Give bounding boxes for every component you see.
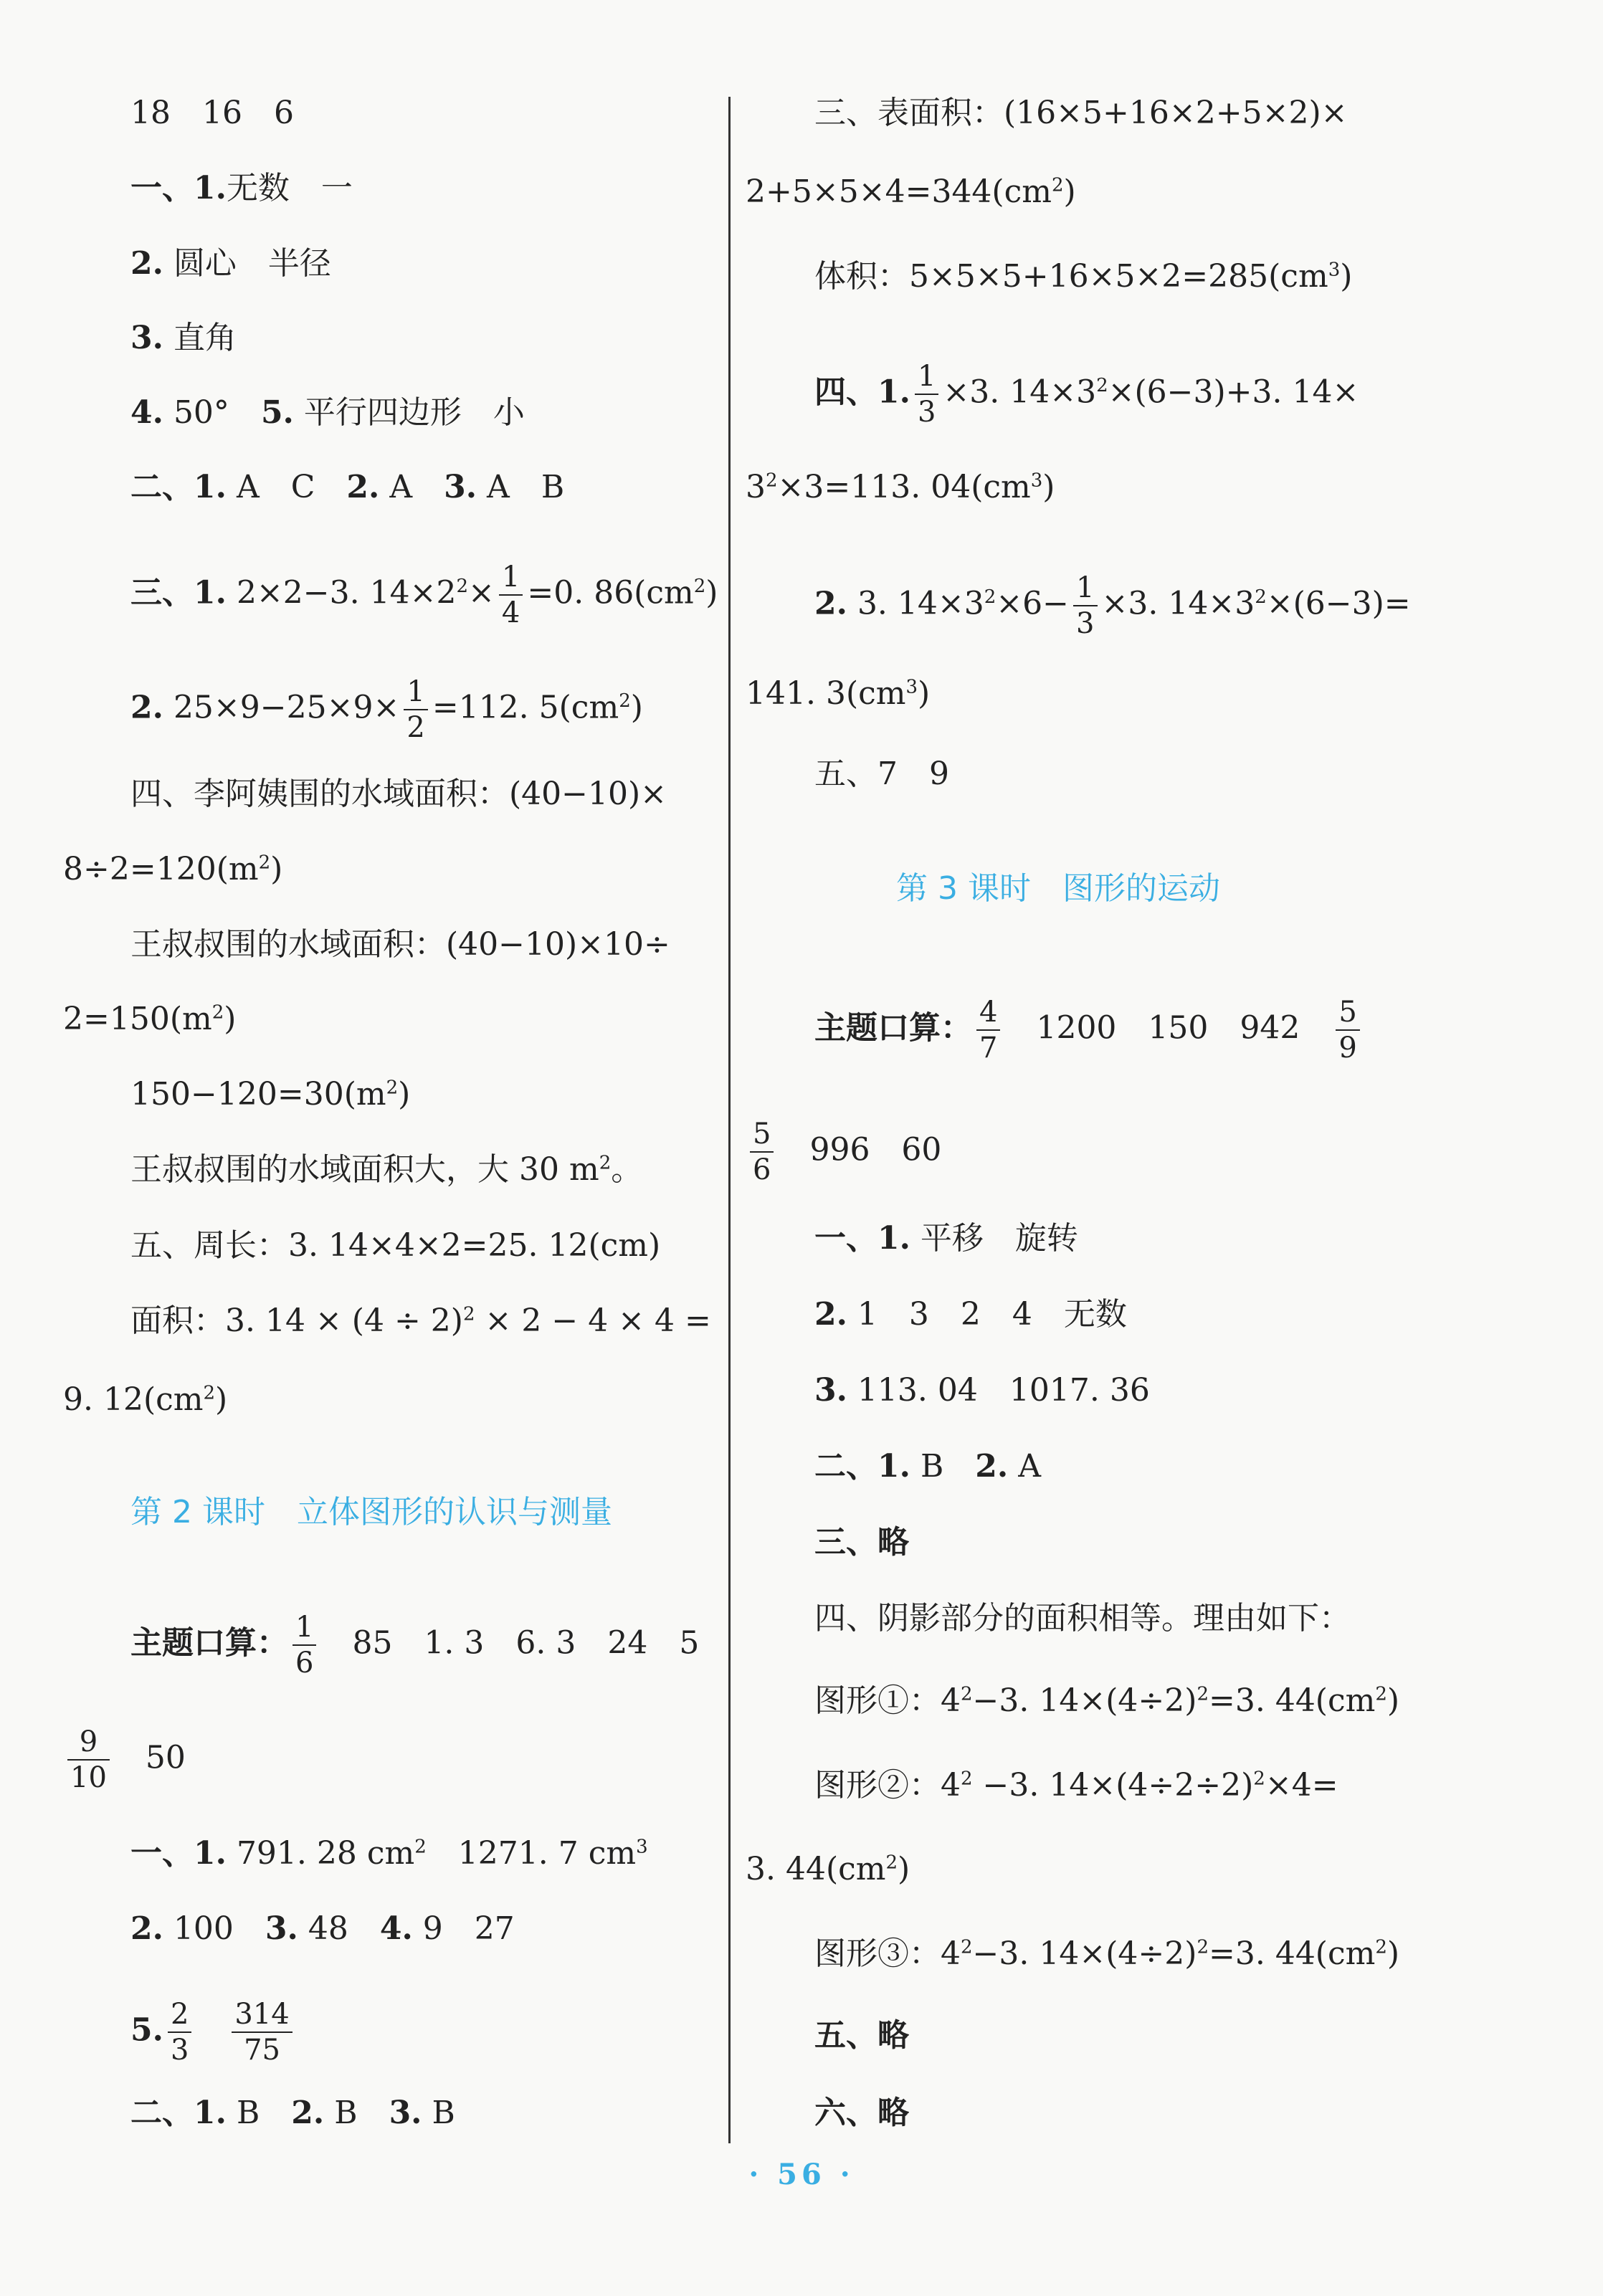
answer-line [814,1447,1041,1487]
item-number: 2. [346,469,380,505]
answer-text: 8÷2=120(m [63,851,259,887]
answer-line [130,1150,642,1190]
answer-text: A C [236,469,315,505]
answer-text: 图形③：4 [814,1935,961,1972]
fraction [976,998,1000,1062]
answer-text: ×3. 14×3 [1101,585,1255,622]
answer-line [814,257,1352,297]
answer-line [63,999,236,1039]
item-number: 2. [814,585,847,622]
answer-line [814,2093,909,2133]
fraction-denominator: 6 [753,1153,771,1186]
answer-text: ) [898,1851,910,1887]
answer-line [814,93,1348,133]
answer-text: ) [1386,1682,1400,1719]
superscript: 2 [693,575,706,597]
answer-text: 791. 28 cm [236,1835,415,1872]
answer-text: 六、略 [814,2095,909,2131]
superscript: 3 [1328,259,1341,281]
section-label: 主题口算： [814,1009,972,1047]
answer-text: 3 [746,469,766,505]
fraction-denominator: 7 [979,1032,998,1064]
answer-text: ×4= [1265,1767,1338,1804]
item-number: 2. [975,1448,1009,1485]
fraction-denominator: 6 [295,1647,314,1680]
answer-line [130,467,564,508]
fraction-numerator: 1 [499,563,523,596]
item-number: 3. [130,320,163,356]
item-number: 3. [444,469,477,505]
answer-text: A B [487,469,565,505]
superscript: 2 [619,690,631,712]
item-number: 3. [265,1910,298,1947]
item-number: 2. [291,2095,325,2131]
answer-text: 996 60 [809,1131,942,1168]
answer-line [814,1681,1399,1721]
answer-line [130,1834,648,1874]
fraction [168,1998,191,2067]
answer-text: 50 [145,1739,186,1776]
answer-text: 2=150(m [63,1001,212,1037]
answer-text: 141. 3(cm [746,675,906,712]
answer-text: ×(6−3)+3. 14× [1108,373,1359,411]
fraction-numerator: 5 [750,1120,774,1153]
answer-text: 3. 14×3 [857,585,984,622]
fraction-numerator: 1 [404,677,427,710]
superscript: 2 [961,1936,973,1958]
answer-text: 1200 150 942 [1036,1009,1300,1047]
fraction-numerator: 5 [1336,998,1359,1031]
answer-text: =3. 44(cm [1208,1682,1376,1719]
answer-line [130,1301,711,1341]
answer-text: =0. 86(cm [527,574,694,611]
fraction [750,1120,774,1184]
item-number: 三、1. [130,574,227,611]
answer-line [814,573,1411,638]
answer-line [130,1226,660,1266]
superscript: 2 [456,575,469,597]
fraction-denominator: 3 [1076,607,1095,640]
answer-text: ) [224,1001,237,1037]
answer-text: 25×9−25×9× [173,689,400,726]
answer-line [814,1766,1338,1806]
answer-text: 四、阴影部分的面积相等。理由如下： [814,1600,1351,1637]
section-heading: 第 2 课时 立体图形的认识与测量 [130,1494,612,1530]
answer-line [63,1725,186,1794]
answer-text: ) [1340,258,1353,295]
answer-line [746,674,930,714]
answer-text: 2+5×5×4=344(cm [746,173,1052,210]
answer-text: ×3. 14×3 [943,373,1097,411]
answer-text: A [389,469,413,505]
answer-line [814,1295,1127,1335]
answer-line [130,2093,455,2133]
fraction [915,362,938,427]
superscript: 2 [1253,1768,1265,1790]
answer-text: 五、略 [814,2017,909,2054]
answer-text: ×3=113. 04(cm [777,469,1031,505]
superscript: 2 [1375,1936,1387,1958]
fraction-denominator: 10 [70,1761,107,1794]
superscript: 2 [386,1077,399,1099]
item-number: 一、1. [130,170,227,206]
item-number: 2. [130,1910,163,1947]
fraction [404,677,427,742]
answer-text: 2×2−3. 14×2 [236,574,457,611]
answer-text: 50° [173,394,229,431]
answer-text: ) [270,851,283,887]
superscript: 2 [961,1768,973,1790]
answer-line [814,998,1364,1062]
answer-text: B [920,1448,944,1485]
answer-text: 平移 旋转 [920,1220,1078,1257]
fraction [292,1611,316,1680]
superscript: 2 [1375,1683,1387,1705]
answer-text: 面积：3. 14 × (4 ÷ 2) [130,1302,463,1339]
answer-line [130,318,237,358]
answer-text: 三、略 [814,1524,909,1561]
answer-line [130,1909,515,1949]
fraction-denominator: 2 [406,711,425,744]
answer-text: ) [630,689,643,726]
answer-text: 113. 04 1017. 36 [857,1372,1150,1409]
superscript: 2 [599,1152,612,1174]
answer-line [130,1075,410,1115]
item-number: 二、1. [814,1448,910,1485]
answer-text: ) [1063,173,1076,210]
answer-text: 体积：5×5×5+16×5×2=285(cm [814,258,1328,295]
answer-line [130,563,718,627]
answer-line [814,1219,1078,1259]
superscript: 2 [984,586,996,608]
answer-line [63,849,282,890]
superscript: 2 [1197,1936,1209,1958]
answer-text: ) [705,574,718,611]
answer-line [814,754,949,794]
item-number: 5. [130,2011,163,2049]
item-number: 3. [814,1372,847,1409]
answer-text: 无数 一 [226,170,353,206]
answer-text: 王叔叔围的水域面积大，大 30 m [130,1151,599,1188]
answer-line [746,1849,910,1890]
superscript: 2 [1197,1683,1209,1705]
answer-text: 1 3 2 4 无数 [857,1296,1127,1333]
answer-line [814,362,1359,427]
fraction-denominator: 75 [244,2034,281,2067]
answer-text: B [432,2095,455,2131]
item-number: 4. [130,394,163,431]
answer-text: 3. 44(cm [746,1851,886,1887]
answer-line [746,172,1076,212]
answer-line [130,244,331,284]
superscript: 2 [462,1303,475,1325]
item-number: 2. [814,1296,847,1333]
fraction-numerator: 1 [1073,573,1097,606]
fraction-numerator: 314 [232,2000,292,2033]
answer-text: 三、表面积：(16×5+16×2+5×2)× [814,95,1348,131]
answer-text: B [334,2095,358,2131]
answer-text: 1271. 7 cm [426,1835,637,1872]
superscript: 2 [885,1852,898,1874]
answer-line [814,1371,1150,1411]
answer-text: =112. 5(cm [432,689,619,726]
fraction [67,1725,110,1794]
fraction-denominator: 4 [501,596,520,629]
fraction-numerator: 4 [976,998,1000,1031]
item-number: 一、1. [130,1835,227,1872]
answer-line [130,93,294,133]
item-number: 二、1. [130,2095,227,2131]
answer-text: −3. 14×(4÷2) [972,1935,1197,1972]
answer-text: 五、周长：3. 14×4×2=25. 12(cm) [130,1227,661,1264]
answer-line [130,1998,297,2067]
fraction-numerator: 2 [168,2000,191,2033]
answer-text: 85 1. 3 6. 3 24 5 [352,1624,700,1662]
answer-text: −3. 14×(4÷2÷2) [972,1767,1254,1804]
answer-text: 图形①：4 [814,1682,961,1719]
superscript: 2 [258,852,271,874]
item-number: 4. [379,1910,413,1947]
answer-line [814,1599,1351,1639]
answer-text: 150−120=30(m [130,1076,386,1113]
answer-line [130,168,353,209]
answer-line [814,1523,909,1563]
answer-text: 五、7 9 [814,756,949,792]
fraction-numerator: 9 [67,1728,110,1761]
answer-text: 四、李阿姨围的水域面积：(40−10)× [130,776,667,812]
superscript: 2 [211,1001,224,1024]
answer-text: 直角 [173,320,237,356]
item-number: 5. [260,394,294,431]
item-number: 3. [389,2095,422,2131]
item-number: 2. [130,245,163,282]
superscript: 2 [1255,586,1267,608]
section-label: 主题口算： [130,1624,288,1662]
answer-text: 9. 12(cm [63,1381,204,1418]
answer-line [130,677,643,742]
answer-line [746,1120,941,1184]
answer-text: × 2 − 4 × 4 = [475,1302,711,1339]
fraction-numerator: 1 [915,362,938,395]
answer-text: A [1018,1448,1041,1485]
answer-text: 。 [611,1151,643,1188]
answer-text: ) [918,675,931,712]
superscript: 3 [636,1836,648,1858]
superscript: 2 [1096,374,1108,396]
answer-text: ) [215,1381,228,1418]
answer-text: −3. 14×(4÷2) [972,1682,1197,1719]
superscript: 2 [414,1836,427,1858]
superscript: 3 [1030,470,1043,492]
column-divider [728,97,731,2143]
answer-text: ×(6−3)= [1266,585,1411,622]
answer-text: 100 [173,1910,234,1947]
answer-text: 48 [308,1910,348,1947]
answer-line [63,1380,227,1420]
page-number: · 56 · [748,2158,855,2191]
superscript: 3 [905,676,918,698]
item-number: 四、1. [814,373,910,411]
answer-line [130,925,670,965]
fraction-denominator: 3 [917,396,936,429]
answer-text: 王叔叔围的水域面积：(40−10)×10÷ [130,926,670,963]
answer-text: 9 27 [422,1910,515,1947]
answer-text: 圆心 半径 [173,245,331,282]
fraction-denominator: 9 [1338,1032,1357,1064]
fraction [499,563,523,627]
fraction [1336,998,1359,1062]
answer-line [130,1611,700,1680]
item-number: 二、1. [130,469,227,505]
superscript: 2 [203,1382,216,1404]
answer-text: 18 16 6 [130,95,294,131]
answer-line [814,2016,909,2056]
answer-text: =3. 44(cm [1208,1935,1376,1972]
superscript: 2 [1051,174,1064,196]
answer-text: ×6− [996,585,1070,622]
answer-line [746,467,1055,508]
superscript: 2 [961,1683,973,1705]
item-number: 一、1. [814,1220,910,1257]
answer-text: 平行四边形 小 [303,394,525,431]
section-heading: 第 3 课时 图形的运动 [896,870,1220,907]
superscript: 2 [766,470,778,492]
item-number: 2. [130,689,163,726]
fraction-denominator: 3 [170,2034,189,2067]
fraction [232,1998,292,2067]
answer-line [130,774,667,814]
answer-text: B [236,2095,260,2131]
answer-text: ) [1386,1935,1400,1972]
answer-text: × [468,574,495,611]
fraction [1073,573,1097,638]
answer-line [130,393,525,433]
answer-text: ) [398,1076,411,1113]
answer-text: ) [1042,469,1055,505]
answer-line [814,1934,1399,1974]
fraction-numerator: 1 [292,1613,316,1646]
answer-text: 图形②：4 [814,1767,961,1804]
